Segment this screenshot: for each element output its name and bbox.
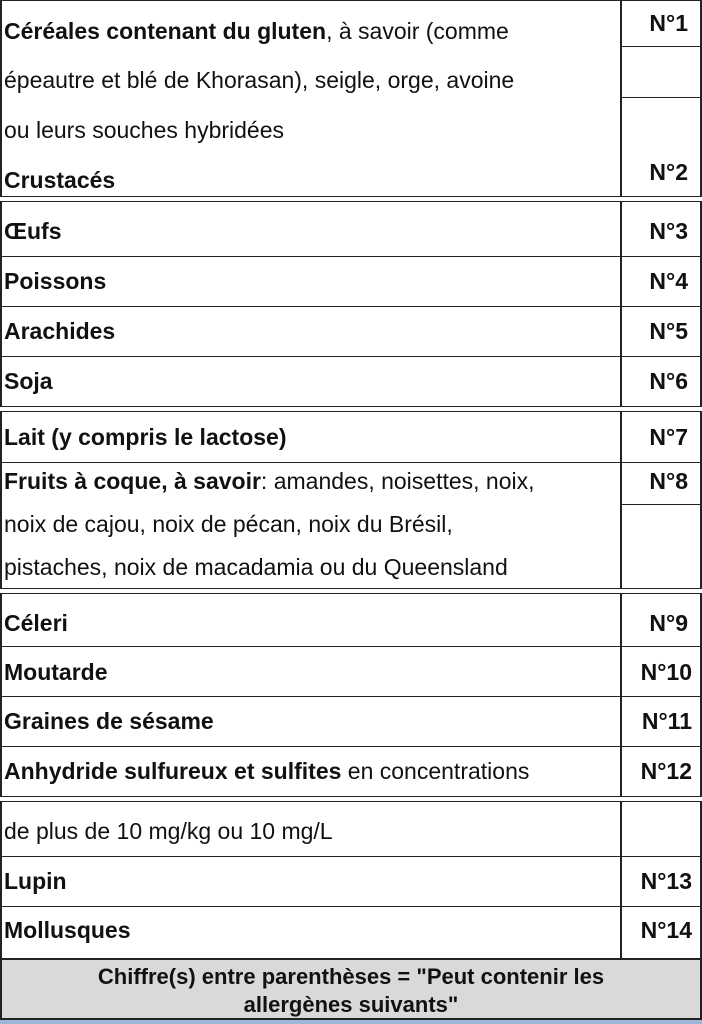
row-double-divider (0, 796, 702, 802)
allergen-number: N°10 (640, 659, 692, 685)
allergen-number: N°1 (649, 10, 688, 36)
allergen-name: Soja (4, 368, 53, 394)
allergen-detail: de plus de 10 mg/kg ou 10 mg/L (4, 818, 333, 844)
allergen-detail: noix de cajou, noix de pécan, noix du Brésil, (4, 511, 453, 537)
row-double-divider (0, 406, 702, 412)
allergen-name: Mollusques (4, 917, 131, 943)
allergen-row-9 (4, 612, 68, 635)
row-divider (0, 906, 702, 907)
bottom-strip (0, 1020, 702, 1024)
allergen-name: Anhydride sulfureux et sulfites (4, 758, 342, 784)
allergen-name: Lait (y compris le lactose) (4, 424, 287, 450)
allergen-row-3 (4, 220, 62, 243)
allergen-number: N°9 (649, 610, 688, 636)
allergen-row-14 (4, 919, 131, 942)
allergen-name: Céleri (4, 610, 68, 636)
allergen-name: Arachides (4, 318, 116, 344)
allergen-row-13 (4, 870, 67, 893)
allergen-name: Œufs (4, 218, 62, 244)
allergen-number: N°8 (649, 468, 688, 494)
row-divider (0, 646, 702, 647)
allergen-row-1-cont (4, 69, 514, 92)
allergen-detail: , à savoir (comme (326, 18, 509, 44)
allergen-number: N°12 (640, 758, 692, 784)
allergen-row-4 (4, 270, 106, 293)
allergen-row-10 (4, 661, 108, 684)
row-divider (622, 97, 702, 98)
allergen-number: N°5 (649, 318, 688, 344)
footer-note (0, 958, 702, 1020)
allergen-row-8 (4, 470, 535, 493)
allergen-detail: pistaches, noix de macadamia ou du Queensland (4, 554, 508, 580)
allergen-number: N°13 (640, 868, 692, 894)
row-divider (0, 356, 702, 357)
footer-line-2: allergènes suivants" (243, 992, 459, 1017)
allergen-number: N°6 (649, 368, 688, 394)
row-divider (0, 746, 702, 747)
row-divider (0, 306, 702, 307)
allergen-name: Poissons (4, 268, 107, 294)
footer-line-1: Chiffre(s) entre parenthèses = "Peut contenir les (97, 964, 605, 989)
allergen-row-1-cont (4, 119, 284, 142)
allergen-name: Moutarde (4, 659, 108, 685)
row-divider (0, 696, 702, 697)
row-divider (0, 0, 702, 1)
allergen-number: N°7 (649, 424, 688, 450)
row-divider (0, 462, 702, 463)
allergen-name: Lupin (4, 868, 67, 894)
row-double-divider (0, 196, 702, 202)
allergen-detail: épeautre et blé de Khorasan), seigle, orge, avoine (4, 67, 515, 93)
allergen-name: Céréales contenant du gluten (4, 18, 327, 44)
allergen-detail: en concentrations (341, 758, 530, 784)
allergen-name: Crustacés (4, 167, 116, 193)
allergen-number: N°14 (640, 917, 692, 943)
row-divider (0, 856, 702, 857)
allergen-row-2 (4, 169, 115, 192)
allergen-row-5 (4, 320, 115, 343)
allergen-name: Fruits à coque, à savoir (4, 468, 261, 494)
row-divider (622, 46, 702, 47)
allergen-row-7 (4, 426, 286, 449)
allergen-row-1 (4, 20, 509, 43)
allergen-row-12-cont (4, 820, 333, 843)
allergen-row-8-cont (4, 556, 508, 579)
allergen-row-12 (4, 760, 529, 783)
allergen-number: N°2 (649, 159, 688, 185)
allergen-detail: ou leurs souches hybridées (4, 117, 284, 143)
allergen-number: N°11 (641, 708, 692, 734)
allergen-number: N°4 (649, 268, 688, 294)
allergen-number: N°3 (649, 218, 688, 244)
row-divider (622, 504, 702, 505)
allergen-row-6 (4, 370, 53, 393)
row-divider (0, 256, 702, 257)
allergen-name: Graines de sésame (4, 708, 214, 734)
allergen-row-11 (4, 710, 214, 733)
row-double-divider (0, 588, 702, 594)
allergen-row-8-cont (4, 513, 453, 536)
allergen-detail: : amandes, noisettes, noix, (260, 468, 535, 494)
